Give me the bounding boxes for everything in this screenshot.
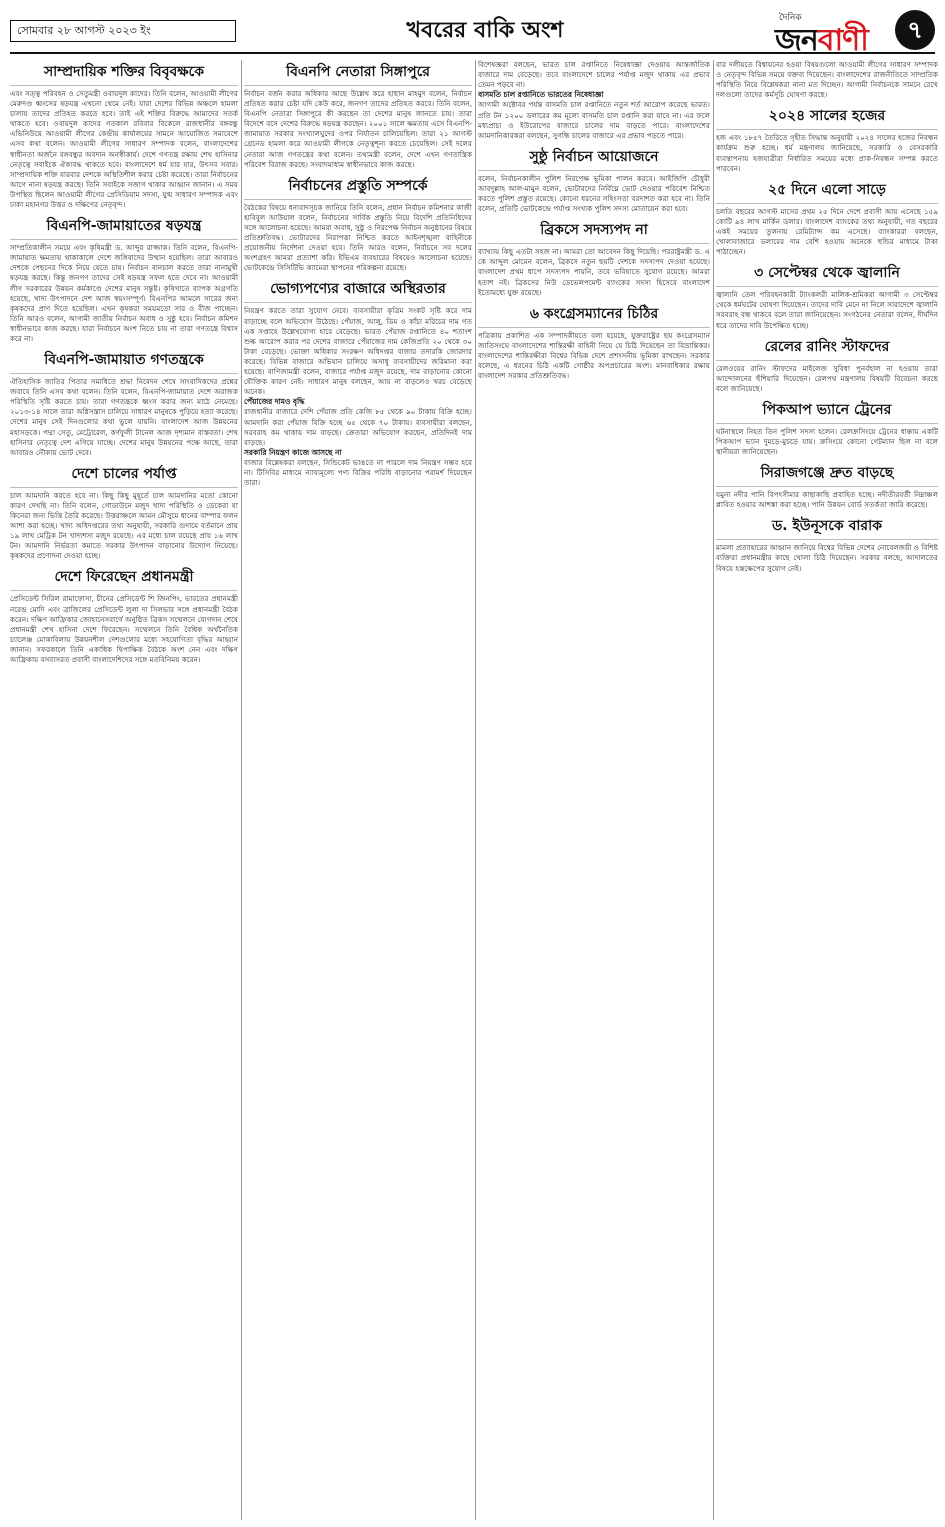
article (478, 302, 710, 381)
article-body: আগামী অক্টোবর পর্যন্ত বাসমতি চাল রপ্তানিতে নতুন শর্ত আরোপ করেছে ভারত। প্রতি টন ১২০০ ডলারের কম মূল্যে বাসমতি চাল রপ্তানি করা যাবে না। এর ফলে মধ্যপ্রাচ্য ও ইউরোপের বাজারে চালের দাম বাড়তে পারে। বাংলাদেশের আমদানিকারকরা বলছেন, সুগন্ধি চালের বাজারে এর প্রভাব পড়তে পারে। (478, 100, 710, 140)
article (716, 178, 938, 257)
article-body: বাজার বিশ্লেষকরা বলছেন, সিন্ডিকেট ভাঙতে না পারলে দাম নিয়ন্ত্রণ সম্ভব হবে না। টিসিবির মাধ্যমে ন্যায্যমূল্যে পণ্য বিক্রির পরিধি বাড়ানোর পরামর্শ দিয়েছেন তারা। (244, 458, 472, 488)
column-divider (713, 60, 714, 1520)
article-body: রাজধানীর বাজারে দেশি পেঁয়াজ প্রতি কেজি ৮৫ থেকে ৯০ টাকায় বিক্রি হচ্ছে। আমদানি করা পেঁয়াজ বিক্রি হচ্ছে ৬৫ থেকে ৭০ টাকায়। ব্যবসায়ীরা বলছেন, সরবরাহ কম থাকায় দাম বাড়ছে। ক্রেতারা অভিযোগ করছেন, প্রতিদিনই দাম বাড়ছে। (244, 407, 472, 447)
article-body: বার দলীয়তে বিশ্বায়নের হওয়া বিষয়গুলো আওয়ামী লীগের সাধারণ সম্পাদক ও নেতৃবৃন্দ বিভিন্ন সময়ে বক্তব্য দিয়েছেন। বাংলাদেশের রাজনীতিতে সাম্প্রতিক পরিস্থিতি নিয়ে বিশ্লেষকরা নানা মত দিচ্ছেন। আগামী নির্বাচনকে সামনে রেখে দলগুলো তাদের কর্মসূচি ঘোষণা করছে। (716, 60, 938, 100)
article-body: যমুনা নদীর পানি বিপৎসীমার কাছাকাছি প্রবাহিত হচ্ছে। নদীতীরবর্তী নিম্নাঞ্চল প্লাবিত হওয়ার আশঙ্কা করা হচ্ছে। পানি উন্নয়ন বোর্ড সতর্কতা জারি করেছে। (716, 490, 938, 510)
article-body: ব্যাখ্যায় কিছু এতটা সহজ না। আমরা তো আবেদন কিছু দিয়েছি। পররাষ্ট্রমন্ত্রী ড. এ কে আব্দুল মোমেন বলেন, ব্রিকসে নতুন ছয়টি দেশকে সদস্যপদ দেওয়া হয়েছে। বাংলাদেশ প্রথম ধাপে সদস্যপদ পায়নি, তবে ভবিষ্যতে সুযোগ রয়েছে। আমরা হতাশ নই। ব্রিকসের নিউ ডেভেলপমেন্ট ব্যাংকের সদস্য হিসেবে বাংলাদেশ ইতোমধ্যে যুক্ত রয়েছে। (478, 247, 710, 297)
article-headline: পিকআপ ভ্যানে ট্রেনের (716, 398, 938, 424)
article-headline: ৬ কংগ্রেসম্যানের চিঠির (478, 302, 710, 328)
article-headline: দেশে ফিরেছেন প্রধানমন্ত্রী (10, 565, 238, 591)
article (10, 565, 238, 665)
masthead (10, 8, 935, 58)
logo-part-2: বাণী (817, 23, 868, 58)
article-body: পত্রিকায় প্রকাশিত এক সম্পাদকীয়তে বলা হয়েছে, যুক্তরাষ্ট্রের ছয় কংগ্রেসম্যান জাতিসংঘে বাংলাদেশের শান্তিরক্ষী বাহিনী নিয়ে যে চিঠি দিয়েছেন তা বিভ্রান্তিকর। বাংলাদেশের শান্তিরক্ষীরা বিশ্বের বিভিন্ন দেশে প্রশংসনীয় ভূমিকা রাখছেন। সরকার বলেছে, এ ধরনের চিঠি একটি গোষ্ঠীর অপপ্রচারের অংশ। মানবাধিকার রক্ষায় বাংলাদেশ সরকার প্রতিশ্রুতিবদ্ধ। (478, 330, 710, 381)
article-body: ঘটনাস্থলে নিহত তিন পুলিশ সদস্য হলেন। রেলক্রসিংয়ে ট্রেনের ধাক্কায় একটি পিকআপ ভ্যান দুমড়ে-মুচড়ে যায়। ক্রসিংয়ে কোনো গেটম্যান ছিল না বলে স্থানীয়রা জানিয়েছেন। (716, 426, 938, 457)
article-headline: বিএনপি-জামায়াতের ষড়যন্ত্র (10, 214, 238, 240)
article (478, 60, 710, 141)
article (478, 145, 710, 214)
article-body: মামলা প্রত্যাহারের আহ্বান জানিয়ে বিশ্বের বিভিন্ন দেশের নোবেলজয়ী ও বিশিষ্ট ব্যক্তিরা প্রধানমন্ত্রীর কাছে খোলা চিঠি দিয়েছেন। সরকার বলছে, আদালতের বিষয়ে হস্তক্ষেপের সুযোগ নেই। (716, 543, 938, 573)
article (716, 60, 938, 100)
article (244, 60, 472, 170)
article-body: বলেন, নির্বাচনকালীন পুলিশ নিরপেক্ষ ভূমিকা পালন করবে। আইজিপি চৌধুরী আবদুল্লাহ আল-মামুন বলেন, ভোটারদের নির্বিঘ্নে ভোট দেওয়ার পরিবেশ নিশ্চিত করতে পুলিশ প্রস্তুত রয়েছে। কোনো ধরনের সহিংসতা বরদাশত করা হবে না। তিনি বলেন, প্রতিটি ভোটকেন্দ্রে পর্যাপ্ত সংখ্যক পুলিশ সদস্য মোতায়েন করা হবে। (478, 173, 710, 214)
article (244, 277, 472, 488)
article-body: এবং সত্ত্ব পরিবহন ও সেতুমন্ত্রী ওবায়দুল কাদের। তিনি বলেন, আওয়ামী লীগের মেরুদণ্ড ধ্বংসের ষড়যন্ত্র এখনো থেমে নেই। যারা দেশের বিভিন্ন অঞ্চলে হামলা চালায় তাদের প্রতিহত করতে হবে। তাই এই শক্তির বিরুদ্ধে আমাদের সতর্ক থাকতে হবে। ওবায়দুল কাদের গতকাল রবিবার বিকেলে রাজধানীর বঙ্গবন্ধু এভিনিউয়ে আওয়ামী লীগের কেন্দ্রীয় কার্যালয়ের সামনে আয়োজিত সমাবেশে এসব কথা বলেন। আওয়ামী লীগের সাধারণ সম্পাদক বলেন, বাংলাদেশের স্বাধীনতা অর্জনে বঙ্গবন্ধুর অবদান অনস্বীকার্য। দেশে গণতন্ত্র রক্ষায় শেখ হাসিনার নেতৃত্বে সবাইকে ঐক্যবদ্ধ থাকতে হবে। বাংলাদেশে ধর্ম যার যার, উৎসব সবার। সাম্প্রদায়িক শক্তি বারবার দেশকে অস্থিতিশীল করার চেষ্টা করেছে। তারা নির্বাচনের আগে নানা ষড়যন্ত্র করছে। তিনি সবাইকে সজাগ থাকার আহ্বান জানান। এ সময় উপস্থিত ছিলেন আওয়ামী লীগের প্রেসিডিয়াম সদস্য, যুগ্ম সাধারণ সম্পাদক এবং ঢাকা মহানগর উত্তর ও দক্ষিণের নেতৃবৃন্দ। (10, 89, 238, 210)
article-subhead: সরকারি নিয়ন্ত্রণ কাজে আসছে না (244, 447, 342, 457)
article-body: চলতি বছরের আগস্ট মাসের প্রথম ২৫ দিনে দেশে প্রবাসী আয় এসেছে ১৫৯ কোটি ৯৪ লাখ মার্কিন ডলার। বাংলাদেশ ব্যাংকের তথ্য অনুযায়ী, গত বছরের একই সময়ের তুলনায় রেমিট্যান্স কম এসেছে। ব্যাংকাররা বলছেন, খোলাবাজারে ডলারের দাম বেশি হওয়ায় অনেকে হুন্ডির মাধ্যমে টাকা পাঠাচ্ছেন। (716, 206, 938, 257)
article-body: প্রেসিডেন্ট সিরিল রামাফোসা, চীনের প্রেসিডেন্ট শি জিনপিং, ভারতের প্রধানমন্ত্রী নরেন্দ্র মোদি এবং ব্রাজিলের প্রেসিডেন্ট লুলা দা সিলভার সঙ্গে প্রধানমন্ত্রী বৈঠক করেন। দক্ষিণ আফ্রিকার জোহানেসবার্গে অনুষ্ঠিত ব্রিকস সম্মেলনে যোগদান শেষে প্রধানমন্ত্রী শেখ হাসিনা দেশে ফিরেছেন। সম্মেলনে তিনি বৈশ্বিক অর্থনৈতিক চ্যালেঞ্জ মোকাবিলায় উন্নয়নশীল দেশগুলোর মধ্যে সহযোগিতা বৃদ্ধির আহ্বান জানান। সফরকালে তিনি একাধিক দ্বিপাক্ষিক বৈঠকে অংশ নেন এবং দক্ষিণ আফ্রিকায় বসবাসরত প্রবাসী বাংলাদেশিদের সঙ্গে মতবিনিময় করেন। (10, 594, 238, 665)
article-headline: ৩ সেপ্টেম্বর থেকে জ্বালানি (716, 261, 938, 287)
article (10, 348, 238, 458)
newspaper-logo (765, 8, 935, 58)
article-headline: সাম্প্রদায়িক শক্তির বিবৃবক্ষকে (10, 60, 238, 86)
article-body: হজ এবং ১৮৫৭ তৈরিতে গৃহীত সিদ্ধান্ত অনুযায়ী ২০২৪ সালের হজের নিবন্ধন কার্যক্রম শুরু হচ্ছে। ধর্ম মন্ত্রণালয় জানিয়েছে, সরকারি ও বেসরকারি ব্যবস্থাপনায় হজযাত্রীরা নির্ধারিত সময়ের মধ্যে প্রাক-নিবন্ধন সম্পন্ন করতে পারবেন। (716, 133, 938, 173)
column-divider (475, 60, 476, 1520)
article (10, 60, 238, 210)
article-headline: ভোগ্যপণ্যের বাজারে অস্থিরতার (244, 277, 472, 303)
article-body: নিয়ন্ত্রণ করতে তারা সুযোগ নেবে। ব্যবসায়ীরা কৃত্রিম সংকট সৃষ্টি করে দাম বাড়াচ্ছে বলে অভিযোগ উঠেছে। পেঁয়াজ, আলু, ডিম ও কাঁচা মরিচের দাম গত এক সপ্তাহে উল্লেখযোগ্য হারে বেড়েছে। ভারত পেঁয়াজ রপ্তানিতে ৪০ শতাংশ শুল্ক আরোপ করার পর দেশের বাজারে পেঁয়াজের দাম কেজিপ্রতি ২০ থেকে ৩০ টাকা বেড়েছে। ভোক্তা অধিকার সংরক্ষণ অধিদপ্তর বাজার তদারকি জোরদার করেছে। বিভিন্ন বাজারে অভিযান চালিয়ে অসাধু ব্যবসায়ীদের জরিমানা করা হয়েছে। বাণিজ্যমন্ত্রী বলেন, বাজারে পর্যাপ্ত মজুদ রয়েছে, দাম বাড়ানোর কোনো যৌক্তিক কারণ নেই। সাধারণ মানুষ বলছেন, আয় না বাড়লেও খরচ বেড়েছে অনেক। (244, 306, 472, 397)
article-headline: দেশে চালের পর্যাপ্ত (10, 462, 238, 488)
article-headline: সিরাজগঞ্জে দ্রুত বাড়ছে (716, 461, 938, 487)
column-2 (244, 60, 472, 1520)
article-headline: ব্রিকসে সদস্যপদ না (478, 218, 710, 244)
column-3 (478, 60, 710, 1520)
column-1 (10, 60, 238, 1520)
article (10, 214, 238, 344)
article-headline: সুষ্ঠু নির্বাচন আয়োজনে (478, 145, 710, 171)
logo-part-1: জন (775, 23, 818, 58)
column-divider (241, 60, 242, 1520)
article-headline: নির্বাচনের প্রস্তুতি সম্পর্কে (244, 174, 472, 200)
article-headline: ২০২৪ সালের হজের (716, 104, 938, 130)
article-body: বিশেষজ্ঞরা বলছেন, ভারত চাল রপ্তানিতে নিষেধাজ্ঞা দেওয়ায় আন্তর্জাতিক বাজারে দাম বেড়েছে। তবে বাংলাদেশে চালের পর্যাপ্ত মজুদ থাকায় এর প্রভাব তেমন পড়বে না। (478, 60, 710, 90)
article (716, 335, 938, 394)
article-headline: রেলের রানিং স্টাফদের (716, 335, 938, 361)
article (716, 261, 938, 330)
article-body: সাম্প্রতিকালীন সময়ে এবং কৃষিমন্ত্রী ড. আব্দুর রাজ্জাক। তিনি বলেন, বিএনপি-জামায়াত ক্ষমতায় থাকাকালে দেশে জঙ্গিবাদের উত্থান হয়েছিল। তারা আবারও দেশকে পেছনের দিকে নিয়ে যেতে চায়। নির্বাচন বানচাল করতে তারা নানামুখী ষড়যন্ত্র করছে। কিন্তু জনগণ তাদের সেই ষড়যন্ত্র সফল হতে দেবে না। আওয়ামী লীগ সরকারের উন্নয়ন কর্মকাণ্ডে দেশের মানুষ সন্তুষ্ট। কৃষিখাতে ব্যাপক অগ্রগতি হয়েছে, খাদ্য উৎপাদনে দেশ আজ স্বয়ংসম্পূর্ণ। বিএনপির আমলে সারের জন্য কৃষকদের প্রাণ দিতে হয়েছিল। এখন কৃষকরা সময়মতো সার ও বীজ পাচ্ছেন। তিনি আরও বলেন, আগামী জাতীয় নির্বাচন অবাধ ও সুষ্ঠু হবে। নির্বাচন কমিশন স্বাধীনভাবে কাজ করছে। যারা নির্বাচনে অংশ নিতে চায় না তারা গণতন্ত্রে বিশ্বাস করে না। (10, 243, 238, 343)
article (716, 461, 938, 510)
issue-date: সোমবার ২৮ আগস্ট ২০২৩ ইং (10, 20, 236, 42)
article (10, 462, 238, 562)
page-number-badge: ৭ (895, 10, 935, 50)
article-headline: ড. ইউনূসকে বারাক (716, 514, 938, 540)
section-title: খবরের বাকি অংশ (406, 18, 564, 43)
article (244, 174, 472, 274)
article (716, 514, 938, 573)
article (716, 104, 938, 173)
article-body: জ্বালানি তেল পরিবহনকারী ট্যাংকলরী মালিক-শ্রমিকরা আগামী ৩ সেপ্টেম্বর থেকে ধর্মঘটের ঘোষণা দিয়েছেন। তাদের দাবি মেনে না নিলে সারাদেশে জ্বালানি সরবরাহ বন্ধ থাকবে বলে তারা জানিয়েছেন। সংগঠনের নেতারা বলেন, দীর্ঘদিন ধরে তাদের দাবি উপেক্ষিত হচ্ছে। (716, 290, 938, 330)
article (478, 218, 710, 297)
article-body: চাল আমদানি করতে হবে না। কিছু কিছু মুহূর্তে চাল আমদানির মতো কোনো কারণ দেখছি না। তিনি বলেন, গোডাউনে মজুদ খাদ্য পরিস্থিতি ও ডেকেরা যা কিনেরা জন্য ভিত্তি তৈরি করেছে। উত্তরাঞ্চলে আমন মৌসুমে ধানের বাম্পার ফলন আশা করা হচ্ছে। খাদ্য অধিদপ্তরের তথ্য অনুযায়ী, সরকারি গুদামে বর্তমানে প্রায় ১৯ লাখ মেট্রিক টন খাদ্যশস্য মজুদ রয়েছে। এর মধ্যে চাল রয়েছে প্রায় ১৬ লাখ টন। আমদানি নির্ভরতা কমাতে সরকার উৎপাদন বাড়ানোর উদ্যোগ নিয়েছে। কৃষকদের প্রণোদনা দেওয়া হচ্ছে। (10, 490, 238, 561)
article-headline: বিএনপি-জামায়াত গণতন্ত্রকে (10, 348, 238, 374)
article-headline: ২৫ দিনে এলো সাড়ে (716, 178, 938, 204)
column-4 (716, 60, 938, 1520)
article-body: রেলওয়ের রানিং স্টাফদের মাইলেজ সুবিধা পুনর্বহাল না হওয়ায় তারা আন্দোলনের হুঁশিয়ারি দিয়েছেন। রেলপথ মন্ত্রণালয় বিষয়টি বিবেচনা করছে বলে জানিয়েছে। (716, 363, 938, 393)
article-subhead: পেঁয়াজের দামও বৃদ্ধি (244, 397, 305, 407)
article-body: ঐতিহাসিক জাতির পিতার সমাধিতে শ্রদ্ধা নিবেদন শেষে সাংবাদিকদের প্রশ্নের জবাবে তিনি এসব কথা বলেন। তিনি বলেন, বিএনপি-জামায়াত দেশে অরাজক পরিস্থিতি সৃষ্টি করতে চায়। তারা গণতন্ত্রকে ধ্বংস করার জন্য মাঠে নেমেছে। ২০১৩-১৪ সালে তারা অগ্নিসন্ত্রাস চালিয়ে সাধারণ মানুষকে পুড়িয়ে হত্যা করেছে। দেশের মানুষ সেই দিনগুলোর কথা ভুলে যায়নি। বাংলাদেশ আজ উন্নয়নের মহাসড়কে। পদ্মা সেতু, মেট্রোরেল, কর্ণফুলী টানেল আজ দৃশ্যমান বাস্তবতা। শেখ হাসিনার নেতৃত্বে দেশ এগিয়ে যাচ্ছে। দেশের মানুষ উন্নয়নের পক্ষে আছে, তারা আবারও নৌকায় ভোট দেবে। (10, 377, 238, 457)
article-body: নির্বাচন বর্জন করার অধিকার আছে উল্লেখ করে হাছান মাহমুদ বলেন, নির্বাচন প্রতিহত করার চেষ্টা যদি কেউ করে, জনগণ তাদের প্রতিহত করবে। তিনি বলেন, বিএনপি নেতারা সিঙ্গাপুরে কী করছেন তা দেশের মানুষ জানতে চায়। তারা বিদেশে বসে দেশের বিরুদ্ধে ষড়যন্ত্র করছেন। ২০০১ সালে ক্ষমতায় এসে বিএনপি-জামায়াত সরকার সংখ্যালঘুদের ওপর নির্যাতন চালিয়েছিল। তারা ২১ আগস্ট গ্রেনেড হামলা করে আওয়ামী লীগকে নেতৃত্বশূন্য করতে চেয়েছিল। সেই দলের নেতারা আজ গণতন্ত্রের কথা বলেন। তথ্যমন্ত্রী বলেন, দেশে এখন গণতান্ত্রিক পরিবেশ বিরাজ করছে। সংবাদমাধ্যম স্বাধীনভাবে কাজ করছে। (244, 89, 472, 169)
logo-prefix: দৈনিক (779, 13, 802, 23)
article-subhead: বাসমতি চাল রপ্তানিতে ভারতের নিষেধাজ্ঞা (478, 90, 604, 100)
article (716, 398, 938, 457)
article-headline: বিএনপি নেতারা সিঙ্গাপুরে (244, 60, 472, 86)
article-body: বৈঠকের বিষয়ে ধন্যবাদসূচক জানিয়ে তিনি বলেন, প্রধান নির্বাচন কমিশনার কাজী হাবিবুল আউয়াল বলেন, নির্বাচনের সার্বিক প্রস্তুতি নিয়ে বিদেশি প্রতিনিধিদের সঙ্গে আলোচনা হয়েছে। আমরা অবাধ, সুষ্ঠু ও নিরপেক্ষ নির্বাচন অনুষ্ঠানের বিষয়ে প্রতিশ্রুতিবদ্ধ। ভোটারদের নিরাপত্তা নিশ্চিত করতে আইনশৃঙ্খলা বাহিনীকে প্রয়োজনীয় নির্দেশনা দেওয়া হবে। তিনি আরও বলেন, নির্বাচনে সব দলের অংশগ্রহণ আমরা প্রত্যাশা করি। ইভিএম ব্যবহারের বিষয়েও আলোচনা হয়েছে। ভোটকেন্দ্রে সিসিটিভি ক্যামেরা স্থাপনের পরিকল্পনা রয়েছে। (244, 202, 472, 273)
